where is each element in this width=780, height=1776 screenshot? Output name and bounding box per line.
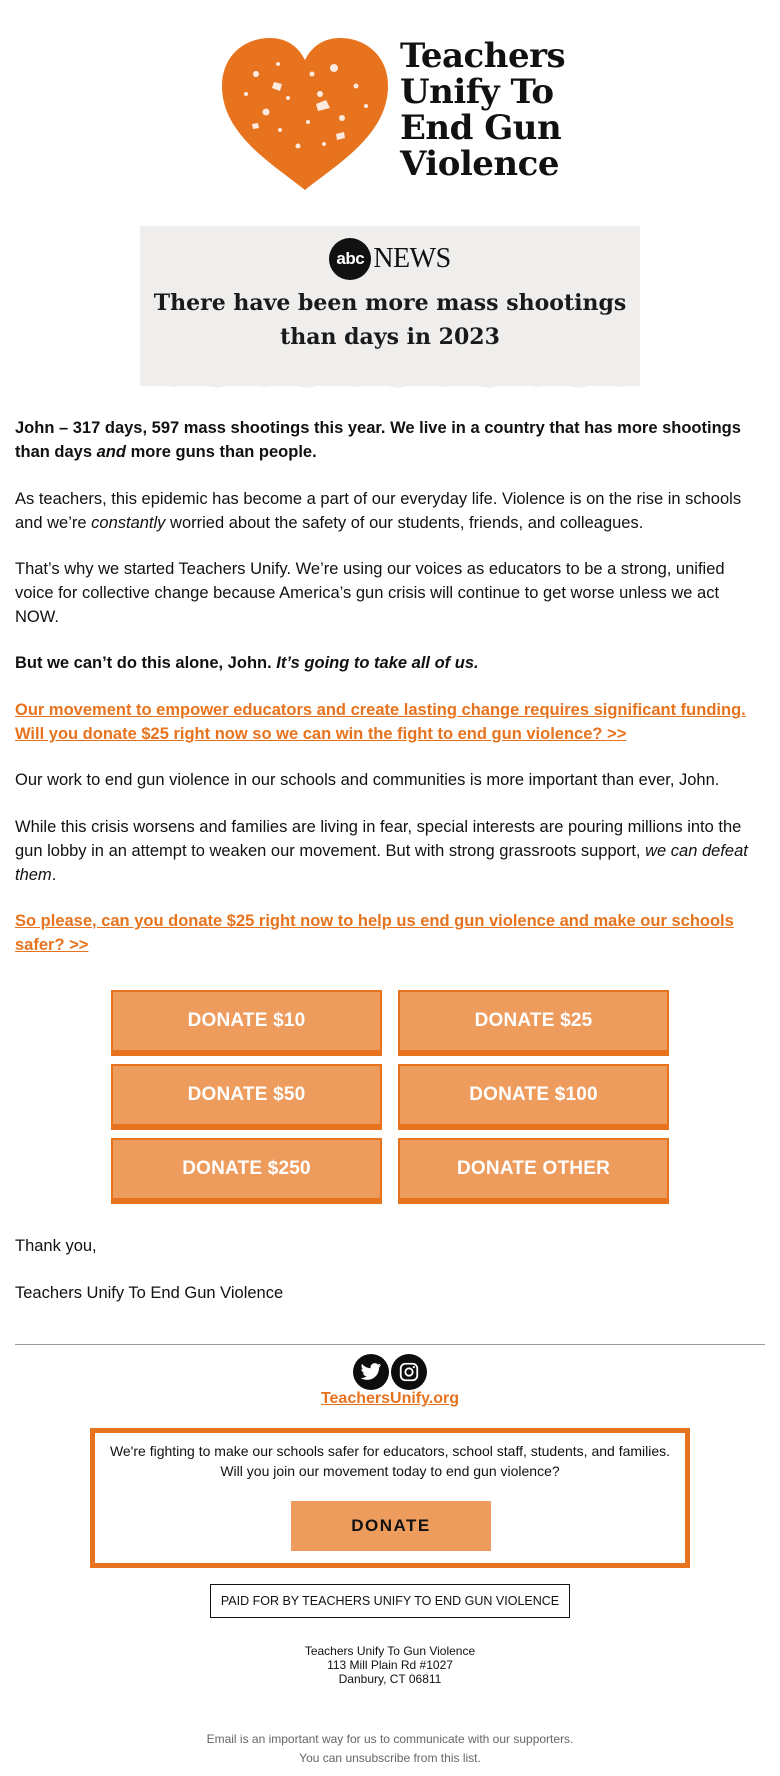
thank-you: Thank you, [15, 1237, 97, 1255]
donate-25-button[interactable]: DONATE $25 [398, 990, 669, 1056]
footer-note-line: You can unsubscribe from this list. [299, 1751, 481, 1765]
work-paragraph: Our work to end gun violence in our schools and communities is more important than ever, John. [15, 771, 720, 789]
abc-logo: abc [329, 238, 371, 280]
donate-link-paragraph-1 [15, 698, 767, 746]
news-headline-line: than days in 2023 [280, 324, 500, 350]
teachers-paragraph [15, 487, 767, 535]
donate-250-button[interactable]: DONATE $250 [111, 1138, 382, 1204]
org-name-line: Violence [400, 144, 559, 184]
address-line: 113 Mill Plain Rd #1027 [327, 1658, 453, 1672]
footer-note-line: Email is an important way for us to communicate with our supporters. [206, 1732, 574, 1746]
intro-italic: and [96, 443, 126, 461]
address-line: Danbury, CT 06811 [338, 1672, 442, 1686]
cta-text [95, 1441, 685, 1481]
site-link[interactable]: TeachersUnify.org [320, 1390, 460, 1407]
org-name-line: Unify To [400, 72, 554, 112]
news-headline-line: There have been more mass shootings [153, 290, 627, 316]
donate-other-button[interactable]: DONATE OTHER [398, 1138, 669, 1204]
teachers-text-end: worried about the safety of our students, friends, and colleagues. [170, 514, 644, 532]
news-brand [140, 236, 640, 282]
donate-link-1[interactable]: Our movement to empower educators and create lasting change requires significant funding. Will you donate $25 right now so we can win the fight to end gun violence? >> [15, 701, 746, 743]
donate-50-button[interactable]: DONATE $50 [111, 1064, 382, 1130]
donate-100-button[interactable]: DONATE $100 [398, 1064, 669, 1130]
instagram-icon[interactable] [391, 1354, 427, 1390]
torn-edge [140, 378, 640, 392]
cta-box [90, 1428, 690, 1568]
alone-bold: But we can’t do this alone, John. [15, 654, 272, 672]
signature: Teachers Unify To End Gun Violence [15, 1284, 284, 1302]
heart-icon [216, 34, 394, 194]
started-paragraph: That’s why we started Teachers Unify. We’re using our voices as educators to be a strong, unified voice for collective change because America’s gun crisis will continue to get worse unless we act NOW. [15, 560, 725, 626]
org-name-line: Teachers [400, 36, 566, 76]
alone-paragraph [15, 651, 767, 675]
intro-paragraph [15, 416, 767, 464]
divider [15, 1344, 765, 1345]
footer-note [0, 1730, 780, 1768]
cta-line: We're fighting to make our schools safer for educators, school staff, students, and families. [109, 1443, 671, 1459]
intro-bold-end: more guns than people. [130, 443, 317, 461]
news-brand-word: NEWS [373, 243, 451, 274]
mailing-address [0, 1644, 780, 1686]
teachers-italic: constantly [91, 514, 166, 532]
crisis-text: While this crisis worsens and families are living in fear, special interests are pouring millions into the gun lobby in an attempt to weaken our movement. But with strong grassroots support, [15, 818, 742, 860]
crisis-paragraph [15, 815, 767, 887]
donate-10-button[interactable]: DONATE $10 [111, 990, 382, 1056]
cta-donate-button[interactable]: DONATE [291, 1501, 491, 1551]
twitter-icon[interactable] [353, 1354, 389, 1390]
crisis-italic: we can defeat them [15, 842, 748, 884]
intro-bold: John – 317 days, 597 mass shootings this year. We live in a country that has more shootings than days [15, 419, 741, 461]
address-line: Teachers Unify To Gun Violence [304, 1644, 476, 1658]
org-name-line: End Gun [400, 108, 562, 148]
crisis-text-end: . [51, 866, 57, 884]
cta-line: Will you join our movement today to end gun violence? [220, 1463, 560, 1479]
header [0, 28, 780, 198]
news-card [140, 226, 640, 386]
teachers-text: As teachers, this epidemic has become a part of our everyday life. Violence is on the rise in schools and we’re [15, 490, 742, 532]
social-links [0, 1354, 780, 1390]
donate-link-paragraph-2 [15, 909, 767, 957]
news-headline [140, 286, 640, 354]
org-name [400, 38, 600, 182]
alone-italic: It’s going to take all of us. [276, 654, 479, 672]
paid-for-disclaimer: PAID FOR BY TEACHERS UNIFY TO END GUN VIOLENCE [210, 1584, 570, 1618]
donate-link-2[interactable]: So please, can you donate $25 right now to help us end gun violence and make our schools safer? >> [15, 912, 734, 954]
